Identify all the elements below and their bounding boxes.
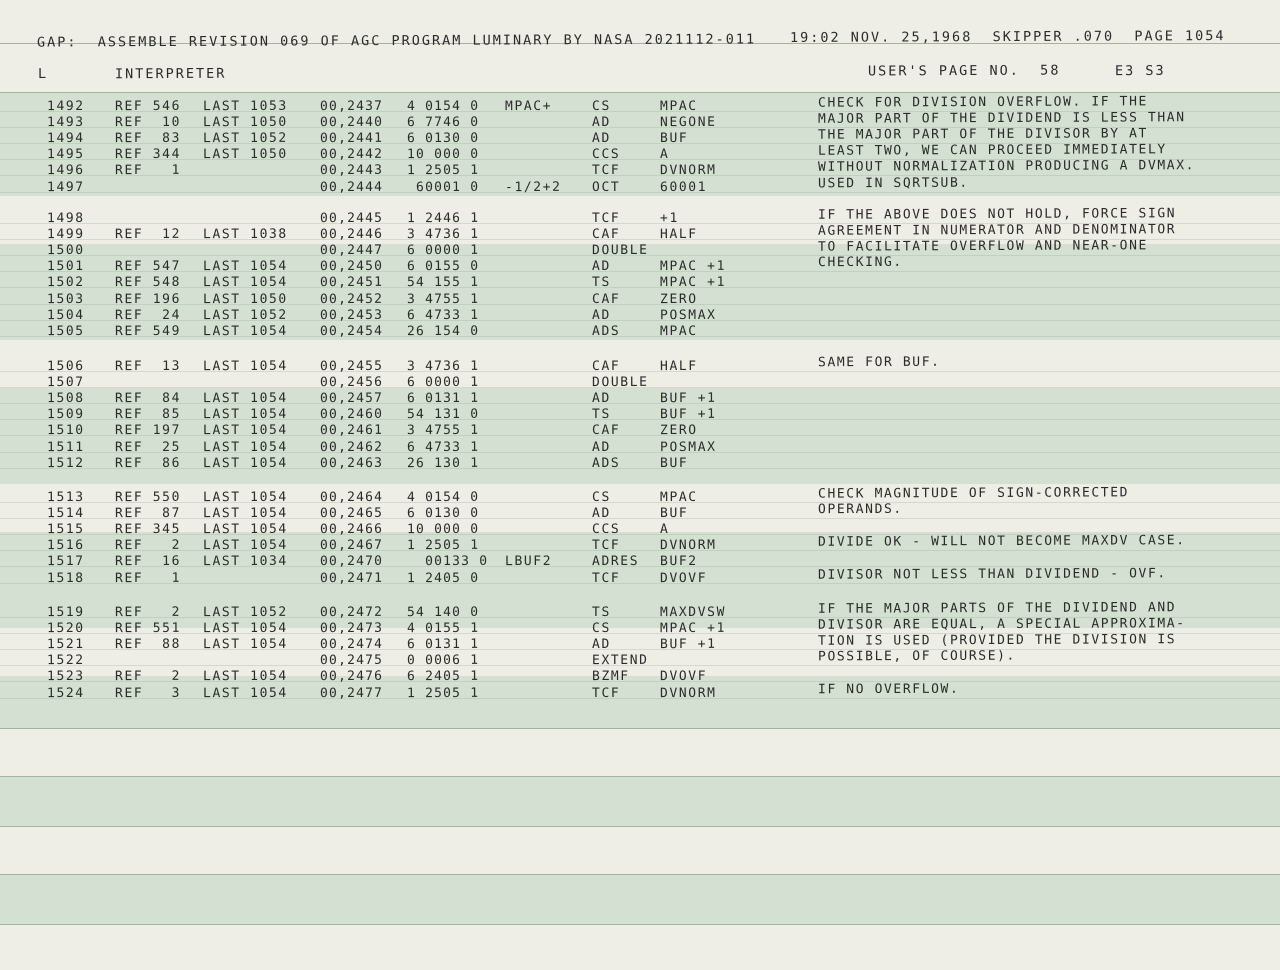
address: 00,2461 [319,423,384,439]
opcode: CAF [591,358,621,375]
address: 00,2453 [319,307,384,323]
operand: ZERO [659,291,698,307]
octal-code: 00133 0 [406,554,489,570]
address: 00,2470 [319,554,384,570]
comment-line: CHECKING. [817,255,903,271]
line-number: 1516 [46,538,85,554]
opcode: CCS [591,522,621,538]
address: 00,2450 [319,259,384,275]
line-number: 1500 [46,243,85,259]
line-number: 1512 [46,455,85,471]
opcode: AD [591,115,611,131]
octal-code: 1 2505 1 [406,685,480,701]
address: 00,2454 [319,323,384,339]
operand: POSMAX [659,307,717,323]
operand: DVOVF [659,669,708,685]
line-number: 1508 [46,391,85,407]
section-title: INTERPRETER [114,65,227,83]
octal-code: 54 155 1 [406,275,480,291]
paper-rule [0,304,1280,305]
paper-rule [0,371,1280,372]
address: 00,2456 [319,374,384,391]
opcode: OCT [591,179,621,195]
octal-code: 54 131 0 [406,407,480,423]
last-ref: LAST 1054 [202,620,288,637]
octal-code: 10 000 0 [406,522,480,538]
address: 00,2444 [319,179,384,195]
operand: BUF [659,131,689,147]
ref-count: REF 12 [114,226,182,243]
address: 00,2465 [319,505,384,522]
ref-count: REF 88 [114,637,182,653]
octal-code: 0 0006 1 [406,653,480,669]
ref-count: REF 16 [114,554,182,570]
comment-line: IF THE ABOVE DOES NOT HOLD, FORCE SIGN [817,206,1177,223]
paper-rule [0,681,1280,682]
last-ref: LAST 1054 [202,423,288,439]
line-number: 1497 [46,179,85,195]
last-ref: LAST 1052 [202,131,288,147]
paper-rule [0,698,1280,699]
line-number: 1496 [46,163,85,179]
opcode: CS [591,621,611,637]
line-number: 1498 [46,210,85,227]
last-ref: LAST 1054 [202,391,288,407]
octal-code: 3 4755 1 [406,291,480,307]
line-number: 1521 [46,637,85,653]
address: 00,2455 [319,358,384,375]
operand: A [659,522,670,538]
line-number: 1503 [46,291,85,307]
address: 00,2442 [319,147,384,163]
paper-rule [0,776,1280,777]
paper-rule [0,271,1280,272]
last-ref: LAST 1052 [202,307,288,323]
ref-count: REF 2 [114,604,182,621]
opcode: ADS [591,455,621,471]
last-ref: LAST 1054 [202,275,288,291]
line-number: 1518 [46,570,85,586]
address: 00,2460 [319,407,384,423]
octal-code: 3 4755 1 [406,423,480,439]
octal-code: 1 2505 1 [406,163,480,179]
last-ref: LAST 1038 [202,226,288,243]
symbol-label: -1/2+2 [504,179,562,195]
address: 00,2443 [319,163,384,179]
operand: BUF [659,455,689,471]
opcode: TCF [591,538,621,554]
opcode: BZMF [591,669,630,685]
symbol-label: LBUF2 [504,554,553,570]
octal-code: 3 4736 1 [406,358,480,375]
operand: BUF +1 [659,637,717,653]
last-ref: LAST 1054 [202,489,288,506]
operand: NEGONE [659,114,717,131]
operand: +1 [659,210,679,227]
paper-rule [0,452,1280,453]
last-ref: LAST 1054 [202,505,288,522]
paper-rule [0,403,1280,404]
line-number: 1511 [46,439,85,455]
paper-rule [0,518,1280,519]
paper-rule [0,924,1280,925]
opcode: EXTEND [591,653,649,669]
address: 00,2476 [319,669,384,685]
operand: HALF [659,358,698,375]
line-number: 1515 [46,522,85,538]
line-number: 1501 [46,259,85,275]
ref-count: REF 24 [114,307,182,323]
last-ref: LAST 1034 [202,554,288,570]
ref-count: REF 87 [114,505,182,522]
address: 00,2452 [319,291,384,307]
address: 00,2437 [319,98,384,115]
comment-line: OPERANDS. [817,501,903,518]
operand: MPAC +1 [659,620,727,637]
line-number: 1506 [46,358,85,375]
octal-code: 6 0131 1 [406,637,480,653]
address: 00,2447 [319,243,384,259]
address: 00,2474 [319,637,384,653]
octal-code: 6 0130 0 [406,131,480,147]
opcode: TCF [591,570,621,586]
paper-rule [0,826,1280,827]
user-page-number: USER'S PAGE NO. 58 [867,62,1061,80]
address: 00,2457 [319,391,384,407]
last-ref: LAST 1052 [202,604,288,621]
opcode: AD [591,637,611,653]
ref-count: REF 196 [114,291,182,307]
paper-rule [0,649,1280,650]
opcode: AD [591,259,611,275]
sheet-code: E3 S3 [1114,62,1166,80]
operand: MPAC [659,98,698,115]
line-number: 1495 [46,147,85,163]
line-number: 1502 [46,275,85,291]
ref-count: REF 13 [114,358,182,375]
line-number: 1519 [46,604,85,621]
line-number: 1493 [46,115,85,131]
line-number: 1510 [46,423,85,439]
address: 00,2466 [319,522,384,538]
paper-rule [0,550,1280,551]
line-number: 1513 [46,489,85,506]
last-ref: LAST 1054 [202,685,288,701]
octal-code: 6 0000 1 [406,374,480,391]
octal-code: 6 0131 1 [406,391,480,407]
operand: BUF +1 [659,407,717,423]
operand: BUF [659,506,689,522]
opcode: CS [591,489,611,506]
octal-code: 6 4733 1 [406,439,480,455]
ref-count: REF 344 [114,147,182,163]
symbol-label: MPAC+ [504,98,553,115]
comment-line: IF NO OVERFLOW. [817,681,960,697]
address: 00,2464 [319,489,384,506]
comment-line: DIVISOR NOT LESS THAN DIVIDEND - OVF. [817,565,1167,583]
octal-code: 4 0155 1 [406,620,480,637]
comment-line: AGREEMENT IN NUMERATOR AND DENOMINATOR [817,222,1177,239]
line-number: 1523 [46,669,85,685]
ref-count: REF 197 [114,423,182,439]
last-ref: LAST 1054 [202,538,288,554]
opcode: TS [591,407,611,423]
operand: MPAC [659,489,698,506]
operand: DVNORM [659,163,717,179]
line-number: 1520 [46,621,85,637]
comment-line: WITHOUT NORMALIZATION PRODUCING A DVMAX. [817,158,1196,176]
paper-rule [0,502,1280,503]
address: 00,2471 [319,570,384,586]
ref-count: REF 546 [114,98,182,115]
last-ref: LAST 1054 [202,358,288,375]
paper-rule [0,336,1280,337]
paper-rule [0,874,1280,875]
line-number: 1504 [46,307,85,323]
ref-count: REF 345 [114,522,182,538]
paper-rule [0,320,1280,321]
opcode: AD [591,506,611,522]
address: 00,2477 [319,685,384,701]
line-number: 1517 [46,554,85,570]
comment-line: THE MAJOR PART OF THE DIVISOR BY AT [817,126,1148,143]
address: 00,2440 [319,114,384,131]
paper-rule [0,419,1280,420]
last-ref: LAST 1050 [202,114,288,131]
listing-timestamp-page: 19:02 NOV. 25,1968 SKIPPER .070 PAGE 1054 [789,28,1226,46]
operand: DVOVF [659,570,708,586]
ref-count: REF 83 [114,131,182,147]
paper-rule [0,728,1280,729]
comment-line: TION IS USED (PROVIDED THE DIVISION IS [817,632,1177,649]
opcode: CAF [591,227,621,243]
ref-count: REF 1 [114,570,182,586]
comment-line: LEAST TWO, WE CAN PROCEED IMMEDIATELY [817,142,1167,160]
line-number: 1514 [46,506,85,522]
comment-line: TO FACILITATE OVERFLOW AND NEAR-ONE [817,238,1148,255]
operand: BUF +1 [659,391,717,407]
octal-code: 6 7746 0 [406,114,480,131]
opcode: DOUBLE [591,374,649,391]
operand: ZERO [659,423,698,439]
opcode: TS [591,604,611,621]
operand: POSMAX [659,439,717,455]
octal-code: 26 154 0 [406,323,480,339]
ref-count: REF 547 [114,259,182,275]
opcode: CAF [591,291,621,307]
ref-count: REF 551 [114,620,182,637]
line-number: 1505 [46,323,85,339]
ref-count: REF 549 [114,323,182,339]
last-ref: LAST 1054 [202,407,288,423]
paper-rule [0,583,1280,584]
address: 00,2445 [319,210,384,227]
comment-line: POSSIBLE, OF COURSE). [817,648,1016,665]
opcode: AD [591,391,611,407]
opcode: TCF [591,163,621,179]
octal-code: 1 2505 1 [406,538,480,554]
operand: MAXDVSW [659,604,727,621]
octal-code: 10 000 0 [406,147,480,163]
last-ref: LAST 1054 [202,439,288,455]
opcode: ADS [591,323,621,339]
address: 00,2446 [319,226,384,243]
octal-code: 1 2405 0 [406,570,480,586]
ref-count: REF 2 [114,538,182,554]
opcode: TCF [591,685,621,701]
opcode: TCF [591,210,621,227]
address: 00,2463 [319,455,384,471]
paper-rule [0,287,1280,288]
comment-line: DIVIDE OK - WILL NOT BECOME MAXDV CASE. [817,533,1186,551]
address: 00,2467 [319,538,384,554]
opcode: AD [591,439,611,455]
address: 00,2472 [319,604,384,621]
line-number: 1507 [46,375,85,391]
operand: MPAC +1 [659,259,727,275]
comment-line: USED IN SQRTSUB. [817,175,969,191]
ref-count: REF 85 [114,407,182,423]
line-number: 1494 [46,131,85,147]
ref-count: REF 1 [114,163,182,179]
ref-count: REF 10 [114,114,182,131]
opcode: AD [591,131,611,147]
paper-rule [0,435,1280,436]
last-ref: LAST 1054 [202,669,288,685]
operand: A [659,147,670,163]
last-ref: LAST 1050 [202,147,288,163]
comment-line: MAJOR PART OF THE DIVIDEND IS LESS THAN [817,110,1186,127]
operand: HALF [659,227,698,243]
address: 00,2451 [319,275,384,291]
ref-count: REF 548 [114,275,182,291]
operand: 60001 [659,179,708,195]
octal-code: 26 130 1 [406,455,480,471]
octal-code: 4 0154 0 [406,489,480,506]
last-ref: LAST 1054 [202,259,288,275]
line-number: 1509 [46,407,85,423]
ref-count: REF 550 [114,489,182,506]
address: 00,2462 [319,439,384,455]
paper-rule [0,92,1280,93]
line-number: 1492 [46,98,85,115]
operand: MPAC [659,323,698,339]
comment-line: CHECK FOR DIVISION OVERFLOW. IF THE [817,94,1148,111]
octal-code: 1 2446 1 [406,210,480,227]
last-ref: LAST 1054 [202,455,288,471]
octal-code: 54 140 0 [406,604,480,621]
address: 00,2473 [319,620,384,637]
opcode: CAF [591,423,621,439]
address: 00,2441 [319,131,384,147]
opcode: CS [591,98,611,115]
last-ref: LAST 1054 [202,637,288,653]
ref-count: REF 25 [114,439,182,455]
ref-count: REF 84 [114,391,182,407]
ref-count: REF 86 [114,455,182,471]
opcode: AD [591,307,611,323]
comment-line: CHECK MAGNITUDE OF SIGN-CORRECTED [817,485,1130,502]
octal-code: 6 0155 0 [406,259,480,275]
opcode: TS [591,275,611,291]
last-ref: LAST 1053 [202,98,288,115]
opcode: CCS [591,147,621,163]
line-number: 1522 [46,653,85,669]
octal-code: 4 0154 0 [406,98,480,115]
operand: DVNORM [659,685,717,701]
paper-rule [0,175,1280,176]
comment-line: SAME FOR BUF. [817,354,941,371]
last-ref: LAST 1054 [202,522,288,538]
octal-code: 6 4733 1 [406,307,480,323]
operand: BUF2 [659,554,698,570]
opcode: DOUBLE [591,243,649,259]
operand: MPAC +1 [659,275,727,291]
last-ref: LAST 1054 [202,323,288,339]
listing-column-tag: L [37,65,49,83]
octal-code: 6 0130 0 [406,505,480,522]
line-number: 1524 [46,685,85,701]
octal-code: 3 4736 1 [406,226,480,243]
paper-rule [0,192,1280,193]
octal-code: 6 0000 1 [406,243,480,259]
comment-line: DIVISOR ARE EQUAL, A SPECIAL APPROXIMA- [817,616,1186,633]
opcode: ADRES [591,554,640,570]
octal-code: 60001 0 [406,179,480,195]
paper-rule [0,468,1280,469]
comment-line: IF THE MAJOR PARTS OF THE DIVIDEND AND [817,600,1177,617]
listing-title: GAP: ASSEMBLE REVISION 069 OF AGC PROGRAM LUMINARY BY NASA 2021112-011 [36,31,757,51]
octal-code: 6 2405 1 [406,669,480,685]
operand: DVNORM [659,538,717,554]
line-number: 1499 [46,227,85,243]
ref-count: REF 2 [114,669,182,685]
address: 00,2475 [319,653,384,669]
last-ref: LAST 1050 [202,291,288,307]
ref-count: REF 3 [114,685,182,701]
